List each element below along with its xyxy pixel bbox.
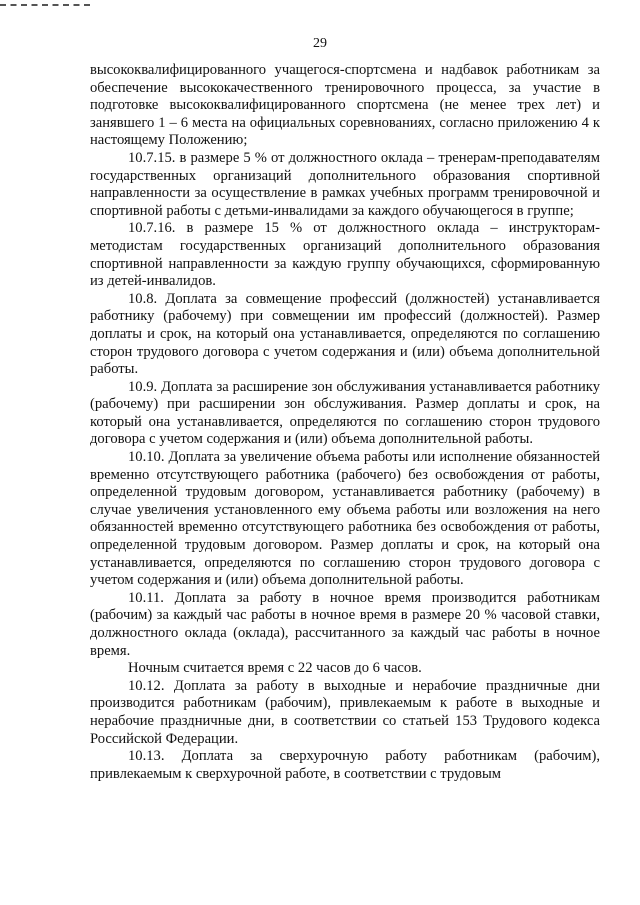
document-body: [90, 62, 600, 783]
paragraph-night-time: Ночным считается время с 22 часов до 6 часов.: [128, 660, 422, 677]
paragraph-10-8: 10.8. Доплата за совмещение профессий (должностей) устанавливается работнику (рабочему) при совмещении им профессий (должностей). Размер доплаты и срок, на который она устанавливается, определяются по соглашению сторон трудового договора с учетом содержания и (или) объема дополнительной работы.: [90, 290, 600, 378]
paragraph-10-13: 10.13. Доплата за сверхурочную работу работникам (рабочим), привлекаемым к сверхурочной работе, в соответствии с трудовым: [90, 748, 600, 782]
paragraph-10-11: 10.11. Доплата за работу в ночное время производится работникам (рабочим) за каждый час работы в ночное время в размере 20 % часовой ставки, должностного оклада (оклада), рассчитанного за каждый час работы в ночное время.: [90, 589, 600, 659]
scan-edge-mark: [0, 4, 90, 6]
paragraph-10-9: 10.9. Доплата за расширение зон обслуживания устанавливается работнику (рабочему) при расширении зон обслуживания. Размер доплаты и срок, на который она устанавливается, определяются по соглашению сторон трудового договора с учетом содержания и (или) объема дополнительной работы.: [90, 378, 600, 448]
paragraph-continuation: высококвалифицированного учащегося-спортсмена и надбавок работникам за обеспечение высококачественного тренировочного процесса, за участие в подготовке высококвалифицированного спортсмена (не менее трех лет) и занявшего 1 – 6 места на официальных соревнованиях, согласно приложению 4 к настоящему Положению;: [90, 62, 600, 149]
paragraph-10-7-16: 10.7.16. в размере 15 % от должностного оклада – инструкторам-методистам государственных организаций дополнительного образования спортивной направленности за каждую группу обучающихся, сформированную из детей-инвалидов.: [90, 220, 600, 290]
paragraph-10-12: 10.12. Доплата за работу в выходные и нерабочие праздничные дни производится работникам (рабочим), привлекаемым к работе в выходные и нерабочие праздничные дни, в соответствии со статьей 153 Трудового кодекса Российской Федерации.: [90, 677, 600, 747]
page-number: 29: [313, 36, 327, 51]
paragraph-10-10: 10.10. Доплата за увеличение объема работы или исполнение обязанностей временно отсутствующего работника (рабочего) без освобождения от работы, определенной трудовым договором, устанавливается работнику (рабочему) в случае увеличения установленного ему объема работы или возложения на него обязанностей временно отсутствующего работника без освобождения от работы, определенной трудовым договором. Размер доплаты и срок, на который она устанавливается, определяются по соглашению сторон трудового договора с учетом содержания и (или) объема дополнительной работы.: [90, 449, 600, 589]
paragraph-10-7-15: 10.7.15. в размере 5 % от должностного оклада – тренерам-преподавателям государственных организаций дополнительного образования спортивной направленности за осуществление в рамках учебных программ тренировочной и спортивной работы с детьми-инвалидами за каждого обучающегося в группе;: [90, 149, 600, 219]
